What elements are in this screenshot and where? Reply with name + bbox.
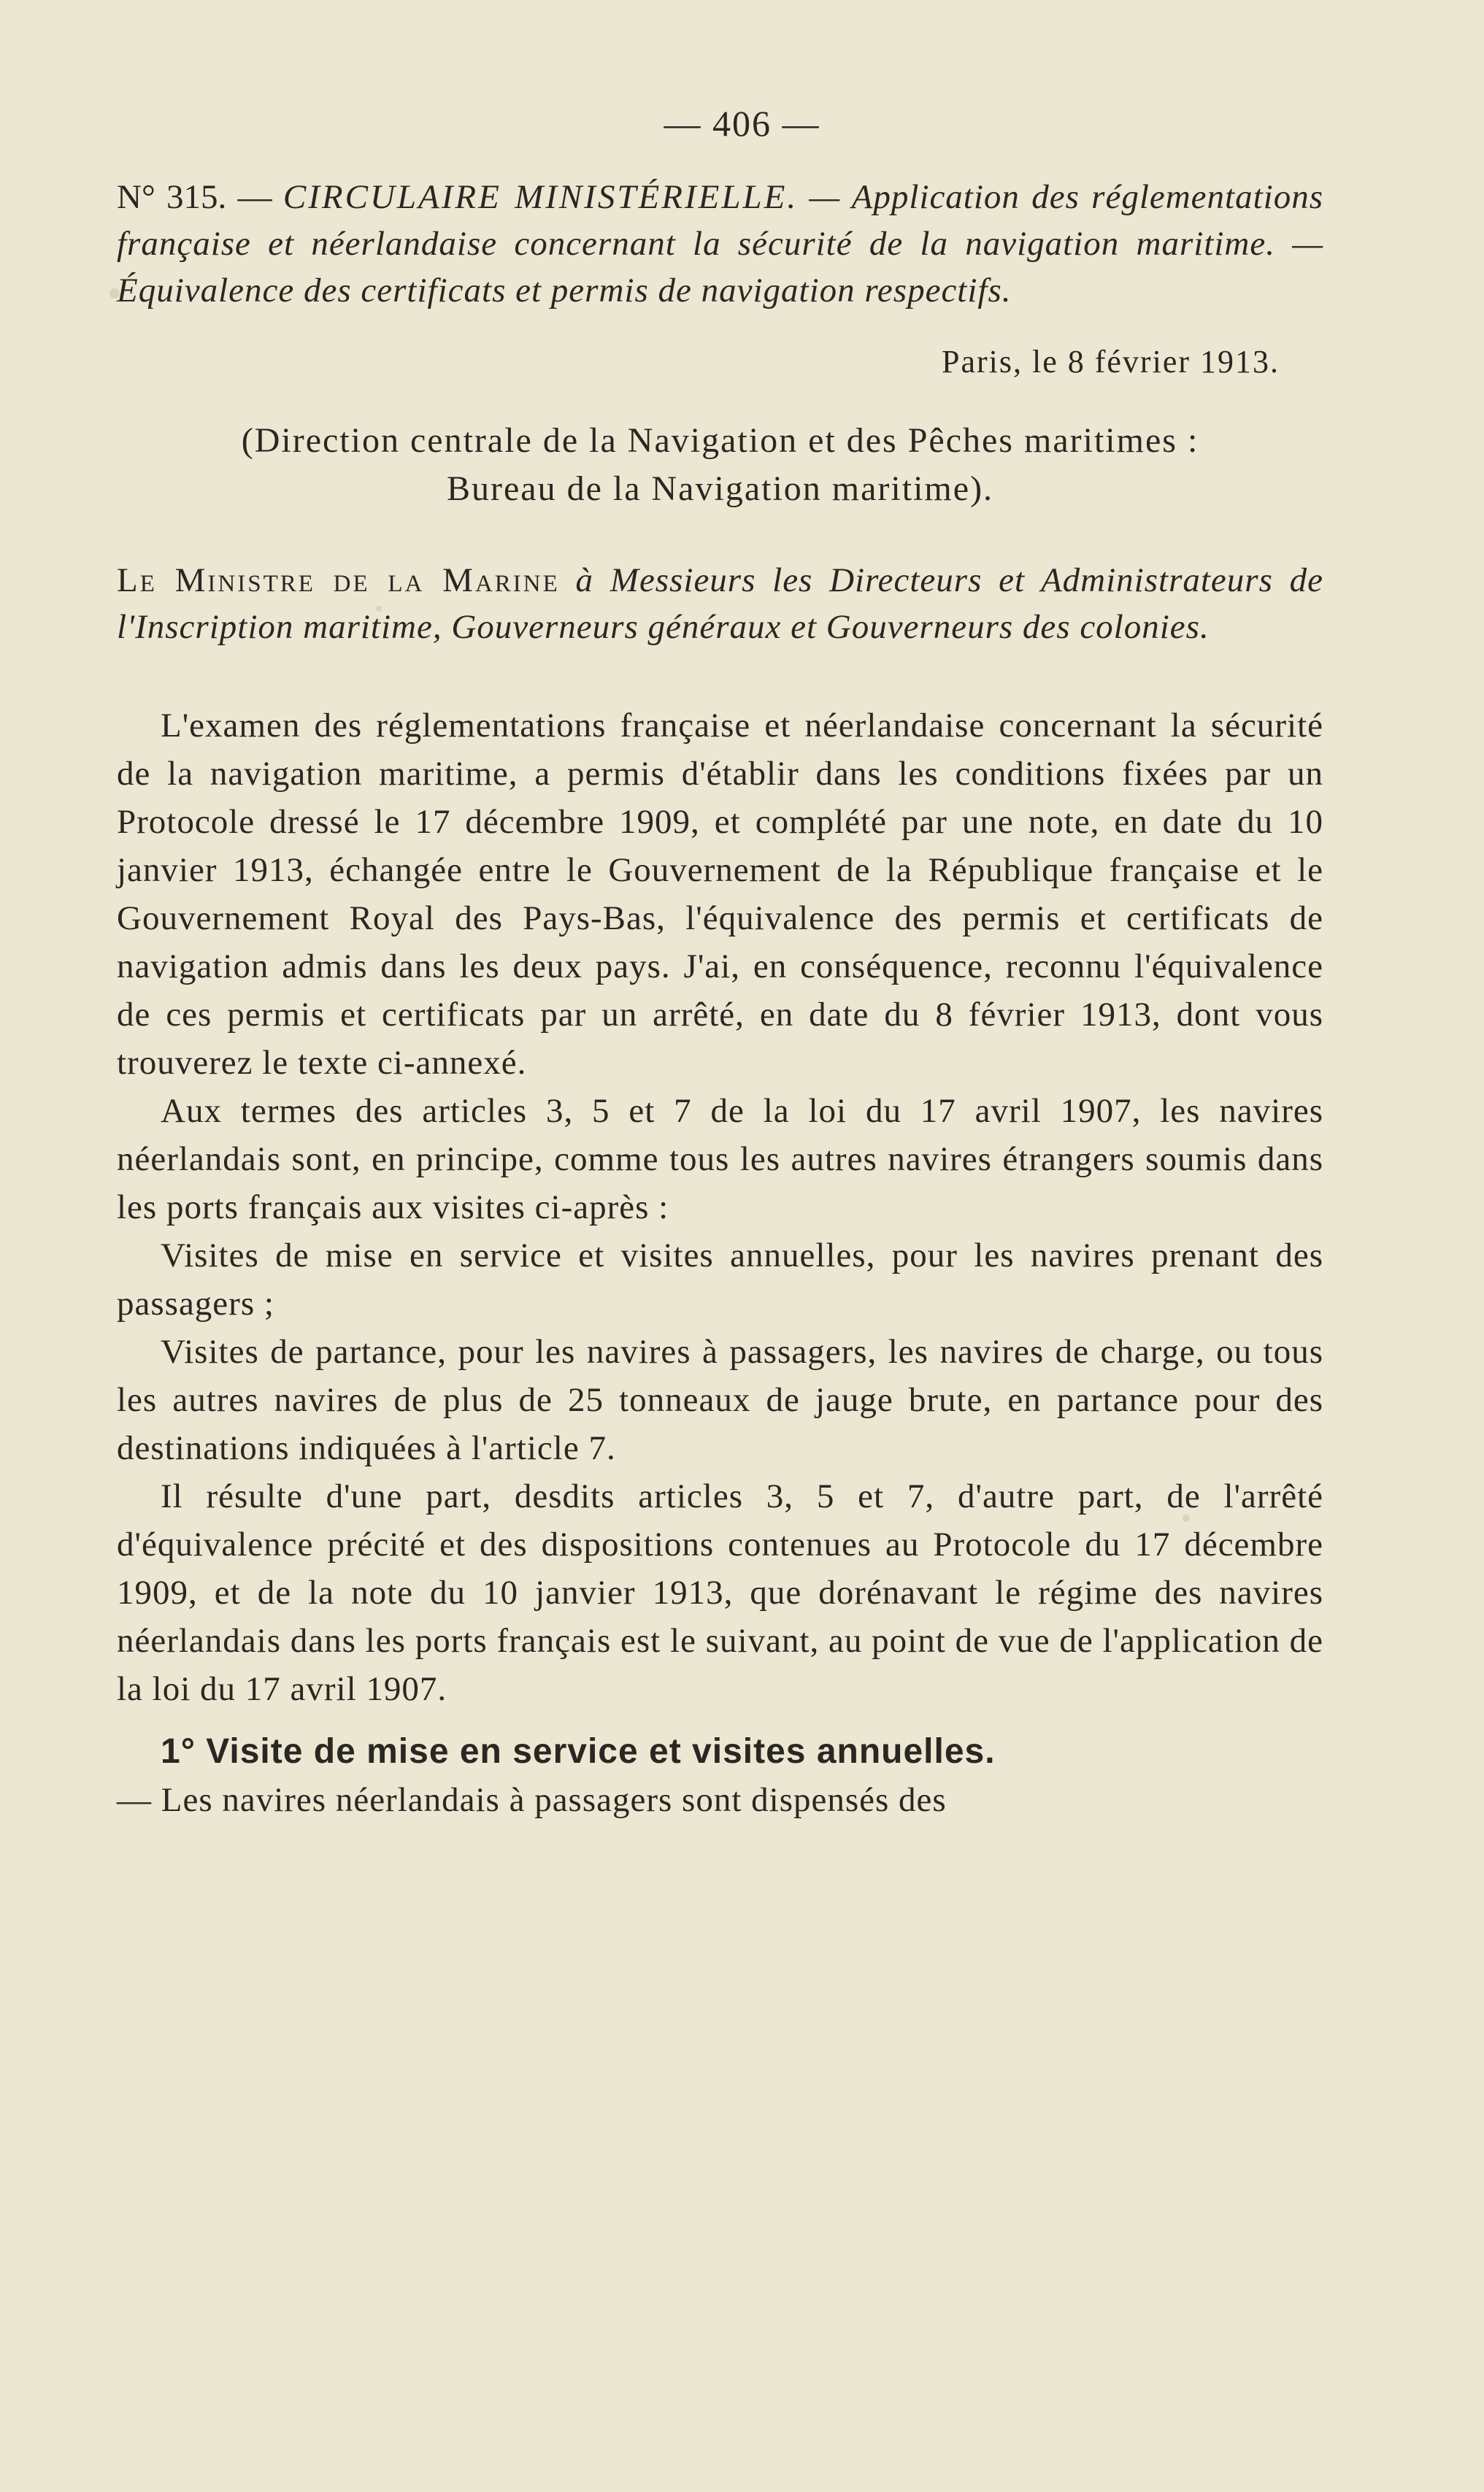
dateline: Paris, le 8 février 1913. — [942, 344, 1280, 380]
section-title: 1° Visite de mise en service et visites annuelles. — [161, 1732, 996, 1771]
paper-spot — [109, 288, 120, 299]
circular-subject: — Application des réglementations française et néerlandaise concernant la sécurité de la navigation maritime. — Équivalence des certificats et permis de navigation respectifs. — [117, 178, 1323, 309]
paragraph: L'examen des réglementations française et néerlandaise concernant la sécurité de la navigation maritime, a permis d'établir dans les conditions fixées par un Protocole dressé le 17 décembre 1909, et complété par une note, en date du 10 janvier 1913, échangée entre le Gouvernement de la République française et le Gouvernement Royal des Pays-Bas, l'équivalence des permis et certificats de navigation admis dans les deux pays. J'ai, en conséquence, reconnu l'équivalence de ces permis et certificats par un arrêté, en date du 8 février 1913, dont vous trouverez le texte ci-annexé. — [117, 707, 1323, 1082]
paragraph: Visites de partance, pour les navires à passagers, les navires de charge, ou tous les autres navires de plus de 25 tonneaux de jauge brute, en partance pour des destinations indiquées à l'article 7. — [117, 1333, 1323, 1467]
paragraph: Aux termes des articles 3, 5 et 7 de la loi du 17 avril 1907, les navires néerlandais sont, en principe, comme tous les autres navires étrangers soumis dans les ports français aux visites ci-après : — [117, 1092, 1323, 1226]
direction-line-1: (Direction centrale de la Navigation et des Pêches maritimes : — [241, 421, 1199, 460]
direction-block — [117, 417, 1323, 513]
paragraph: Visites de mise en service et visites annuelles, pour les navires prenant des passagers ; — [117, 1237, 1323, 1323]
page-number: — 406 — — [664, 103, 820, 144]
address-block — [117, 557, 1323, 650]
body-text — [117, 701, 1323, 1824]
recipients: à Messieurs les Directeurs et Administrateurs de l'Inscription maritime, Gouverneurs généraux et Gouverneurs des colonies. — [117, 561, 1323, 646]
circular-heading — [117, 174, 1323, 314]
circular-title: CIRCULAIRE MINISTÉRIELLE. — [282, 178, 799, 216]
direction-line-2: Bureau de la Navigation maritime). — [446, 469, 994, 508]
paragraph: Il résulte d'une part, desdits articles 3, 5 et 7, d'autre part, de l'arrêté d'équivalence précité et des dispositions contenues au Protocole du 17 décembre 1909, et de la note du 10 janvier 1913, que dorénavant le régime des navires néerlandais dans les ports français est le suivant, au point de vue de l'application de la loi du 17 avril 1907. — [117, 1477, 1323, 1708]
section-text: — Les navires néerlandais à passagers sont dispensés des — [117, 1781, 947, 1819]
circular-number: N° 315. — — [117, 178, 272, 216]
paper-spot — [376, 606, 382, 612]
paper-spot — [1183, 1515, 1190, 1522]
sender: Le Ministre de la Marine — [117, 561, 560, 599]
